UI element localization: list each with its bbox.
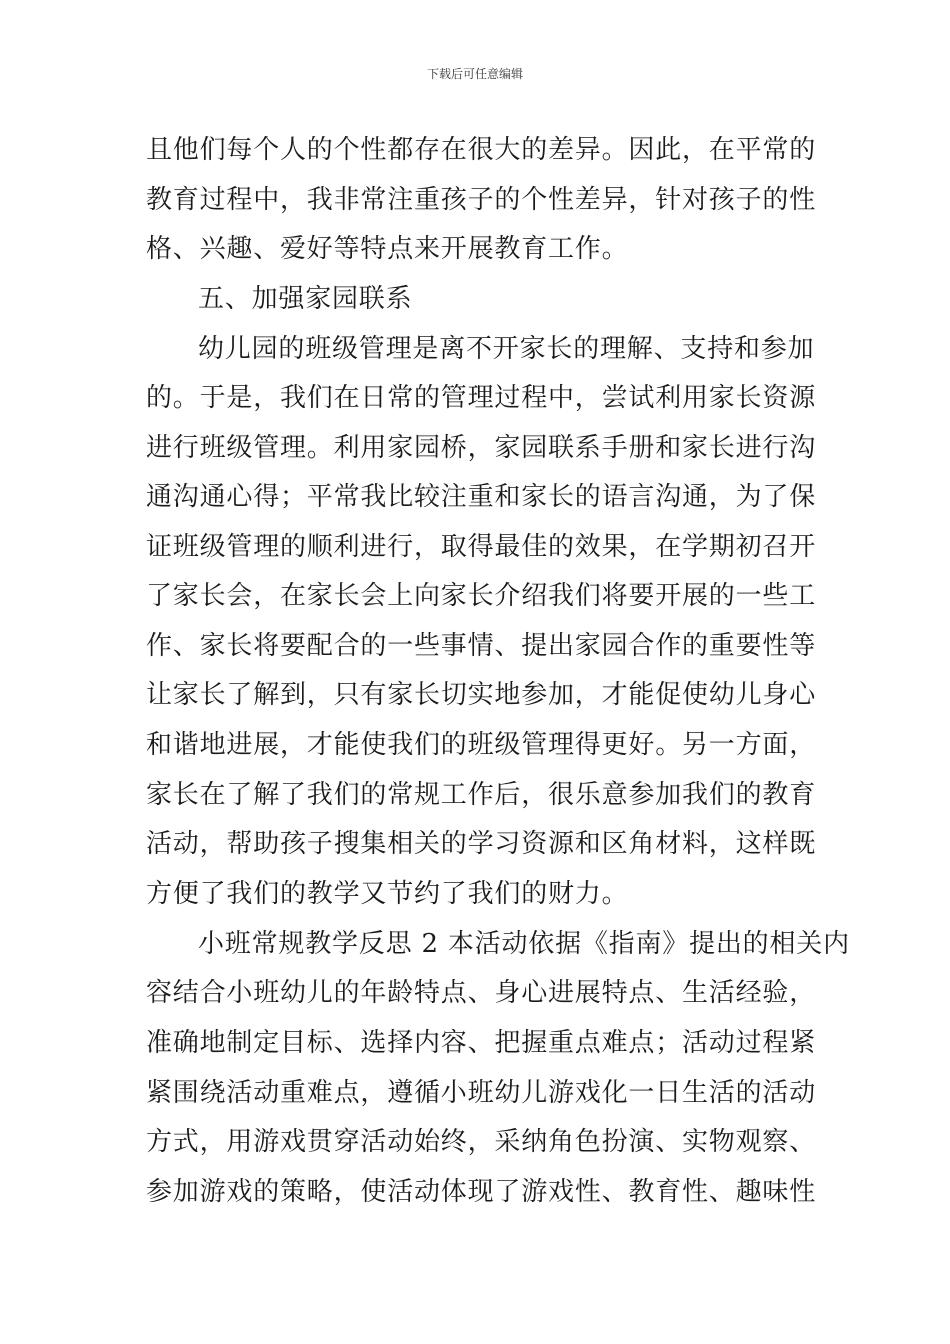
- text-line: 和谐地进展，才能使我们的班级管理得更好。另一方面，: [146, 730, 817, 760]
- page-header: 下载后可任意编辑: [426, 67, 523, 81]
- text-line: 且他们每个人的个性都存在很大的差异。因此，在平常的: [146, 135, 817, 165]
- text-line: 教育过程中，我非常注重孩子的个性差异，针对孩子的性: [146, 185, 817, 215]
- text-line: 进行班级管理。利用家园桥，家园联系手册和家长进行沟: [146, 433, 817, 463]
- text-line: 家长在了解了我们的常规工作后，很乐意参加我们的教育: [146, 780, 817, 810]
- text-line: 准确地制定目标、选择内容、把握重点难点；活动过程紧: [146, 1028, 817, 1058]
- text-line: 的。于是，我们在日常的管理过程中，尝试利用家长资源: [146, 383, 817, 413]
- text-line: 紧围绕活动重难点，遵循小班幼儿游戏化一日生活的活动: [146, 1078, 817, 1108]
- text-line: 通沟通心得；平常我比较注重和家长的语言沟通，为了保: [146, 482, 817, 512]
- text-line: 容结合小班幼儿的年龄特点、身心进展特点、生活经验，: [146, 978, 817, 1008]
- text-line: 了家长会，在家长会上向家长介绍我们将要开展的一些工: [146, 581, 817, 611]
- text-line: 让家长了解到，只有家长切实地参加，才能促使幼儿身心: [146, 680, 817, 710]
- text-line: 活动，帮助孩子搜集相关的学习资源和区角材料，这样既: [146, 829, 817, 859]
- text-line: 格、兴趣、爱好等特点来开展教育工作。: [146, 234, 629, 264]
- text-line: 幼儿园的班级管理是离不开家长的理解、支持和参加: [198, 334, 815, 364]
- text-line: 方式，用游戏贯穿活动始终，采纳角色扮演、实物观察、: [146, 1127, 817, 1157]
- section-heading: 五、加强家园联系: [198, 284, 413, 314]
- text-line: 小班常规教学反思 2 本活动依据《指南》提出的相关内: [198, 929, 850, 959]
- text-line: 证班级管理的顺利进行，取得最佳的效果，在学期初召开: [146, 532, 817, 562]
- text-line: 方便了我们的教学又节约了我们的财力。: [146, 879, 629, 909]
- text-line: 作、家长将要配合的一些事情、提出家园合作的重要性等: [146, 631, 817, 661]
- text-line: 参加游戏的策略，使活动体现了游戏性、教育性、趣味性: [146, 1177, 817, 1207]
